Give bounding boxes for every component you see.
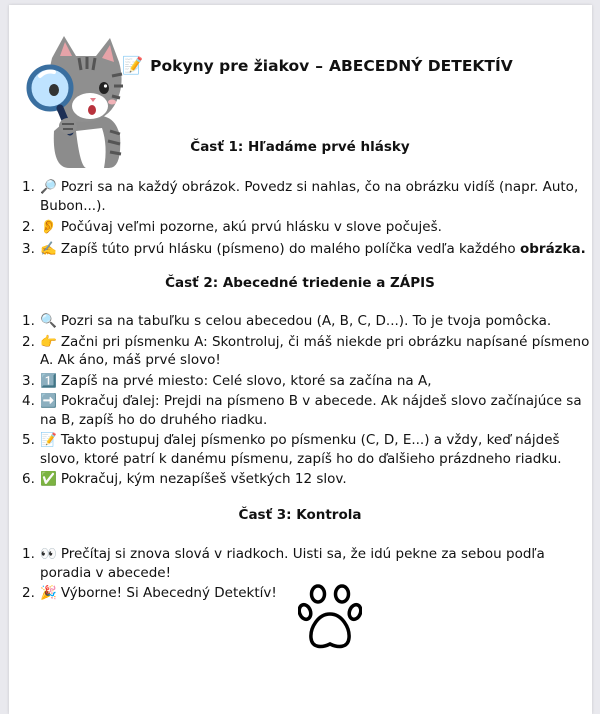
check-mark-icon: ✅ <box>40 471 57 487</box>
part1-list <box>0 178 592 258</box>
title-separator: – <box>315 57 323 75</box>
memo-icon: 📝 <box>40 432 57 448</box>
ear-icon: 👂 <box>40 219 57 235</box>
title-left: Pokyny pre žiakov <box>150 57 310 75</box>
part2-list <box>0 312 592 489</box>
right-arrow-icon: ➡️ <box>40 393 57 409</box>
magnifier-right-icon: 🔎 <box>40 179 57 195</box>
list-item: 2. 👂 Počúvaj veľmi pozorne, akú prvú hlásku v slove počuješ. <box>22 219 442 235</box>
pointing-finger-icon: 👉 <box>40 333 57 350</box>
document-title <box>122 56 513 76</box>
title-right: ABECEDNÝ DETEKTÍV <box>328 57 513 75</box>
magnifier-left-icon: 🔍 <box>40 313 57 329</box>
eyes-icon: 👀 <box>40 546 57 562</box>
party-popper-icon: 🎉 <box>40 585 57 601</box>
list-item: 2. 🎉 Výborne! Si Abecedný Detektív! <box>22 585 277 601</box>
list-item: 3. 1️⃣ Zapíš na prvé miesto: Celé slovo, ktoré sa začína na A, <box>22 372 432 389</box>
list-item: 1. 🔎 Pozri sa na každý obrázok. Povedz si nahlas, čo na obrázku vidíš (napr. Auto, Bubon...). <box>22 179 579 214</box>
part2-heading: Časť 2: Abecedné triedenie a ZÁPIS <box>165 275 435 291</box>
writing-hand-icon: ✍️ <box>40 240 57 257</box>
part1-heading: Časť 1: Hľadáme prvé hlásky <box>190 139 410 155</box>
list-item: 3. ✍️ Zapíš túto prvú hlásku (písmeno) do malého políčka vedľa každého obrázka. <box>22 240 586 257</box>
list-item: 6. ✅ Pokračuj, kým nezapíšeš všetkých 12 slov. <box>22 471 347 487</box>
list-item: 4. ➡️ Pokračuj ďalej: Prejdi na písmeno B v abecede. Ak nájdeš slovo začínajúce sa na B, zapíš ho do druhého riadku. <box>22 393 582 428</box>
list-item: 2. 👉 Začni pri písmenku A: Skontroluj, či máš niekde pri obrázku napísané písmeno A. Ak áno, máš prvé slovo! <box>22 333 590 368</box>
part3-heading: Časť 3: Kontrola <box>238 507 362 523</box>
list-item: 5. 📝 Takto postupuj ďalej písmenko po písmenku (C, D, E...) a vždy, keď nájdeš slovo, ktoré patrí k danému písmenu, zapíš ho do ďalšieho prázdneho riadku. <box>22 432 562 467</box>
part3-list <box>0 545 592 603</box>
paw-print-icon <box>298 584 362 652</box>
keycap-one-icon: 1️⃣ <box>40 372 57 389</box>
list-item: 1. 🔍 Pozri sa na tabuľku s celou abecedou (A, B, C, D...). To je tvoja pomôcka. <box>22 313 552 329</box>
list-item: 1. 👀 Prečítaj si znova slová v riadkoch. Uisti sa, že idú pekne za sebou podľa poradia v abecede! <box>22 546 545 581</box>
memo-icon: 📝 <box>122 56 144 76</box>
